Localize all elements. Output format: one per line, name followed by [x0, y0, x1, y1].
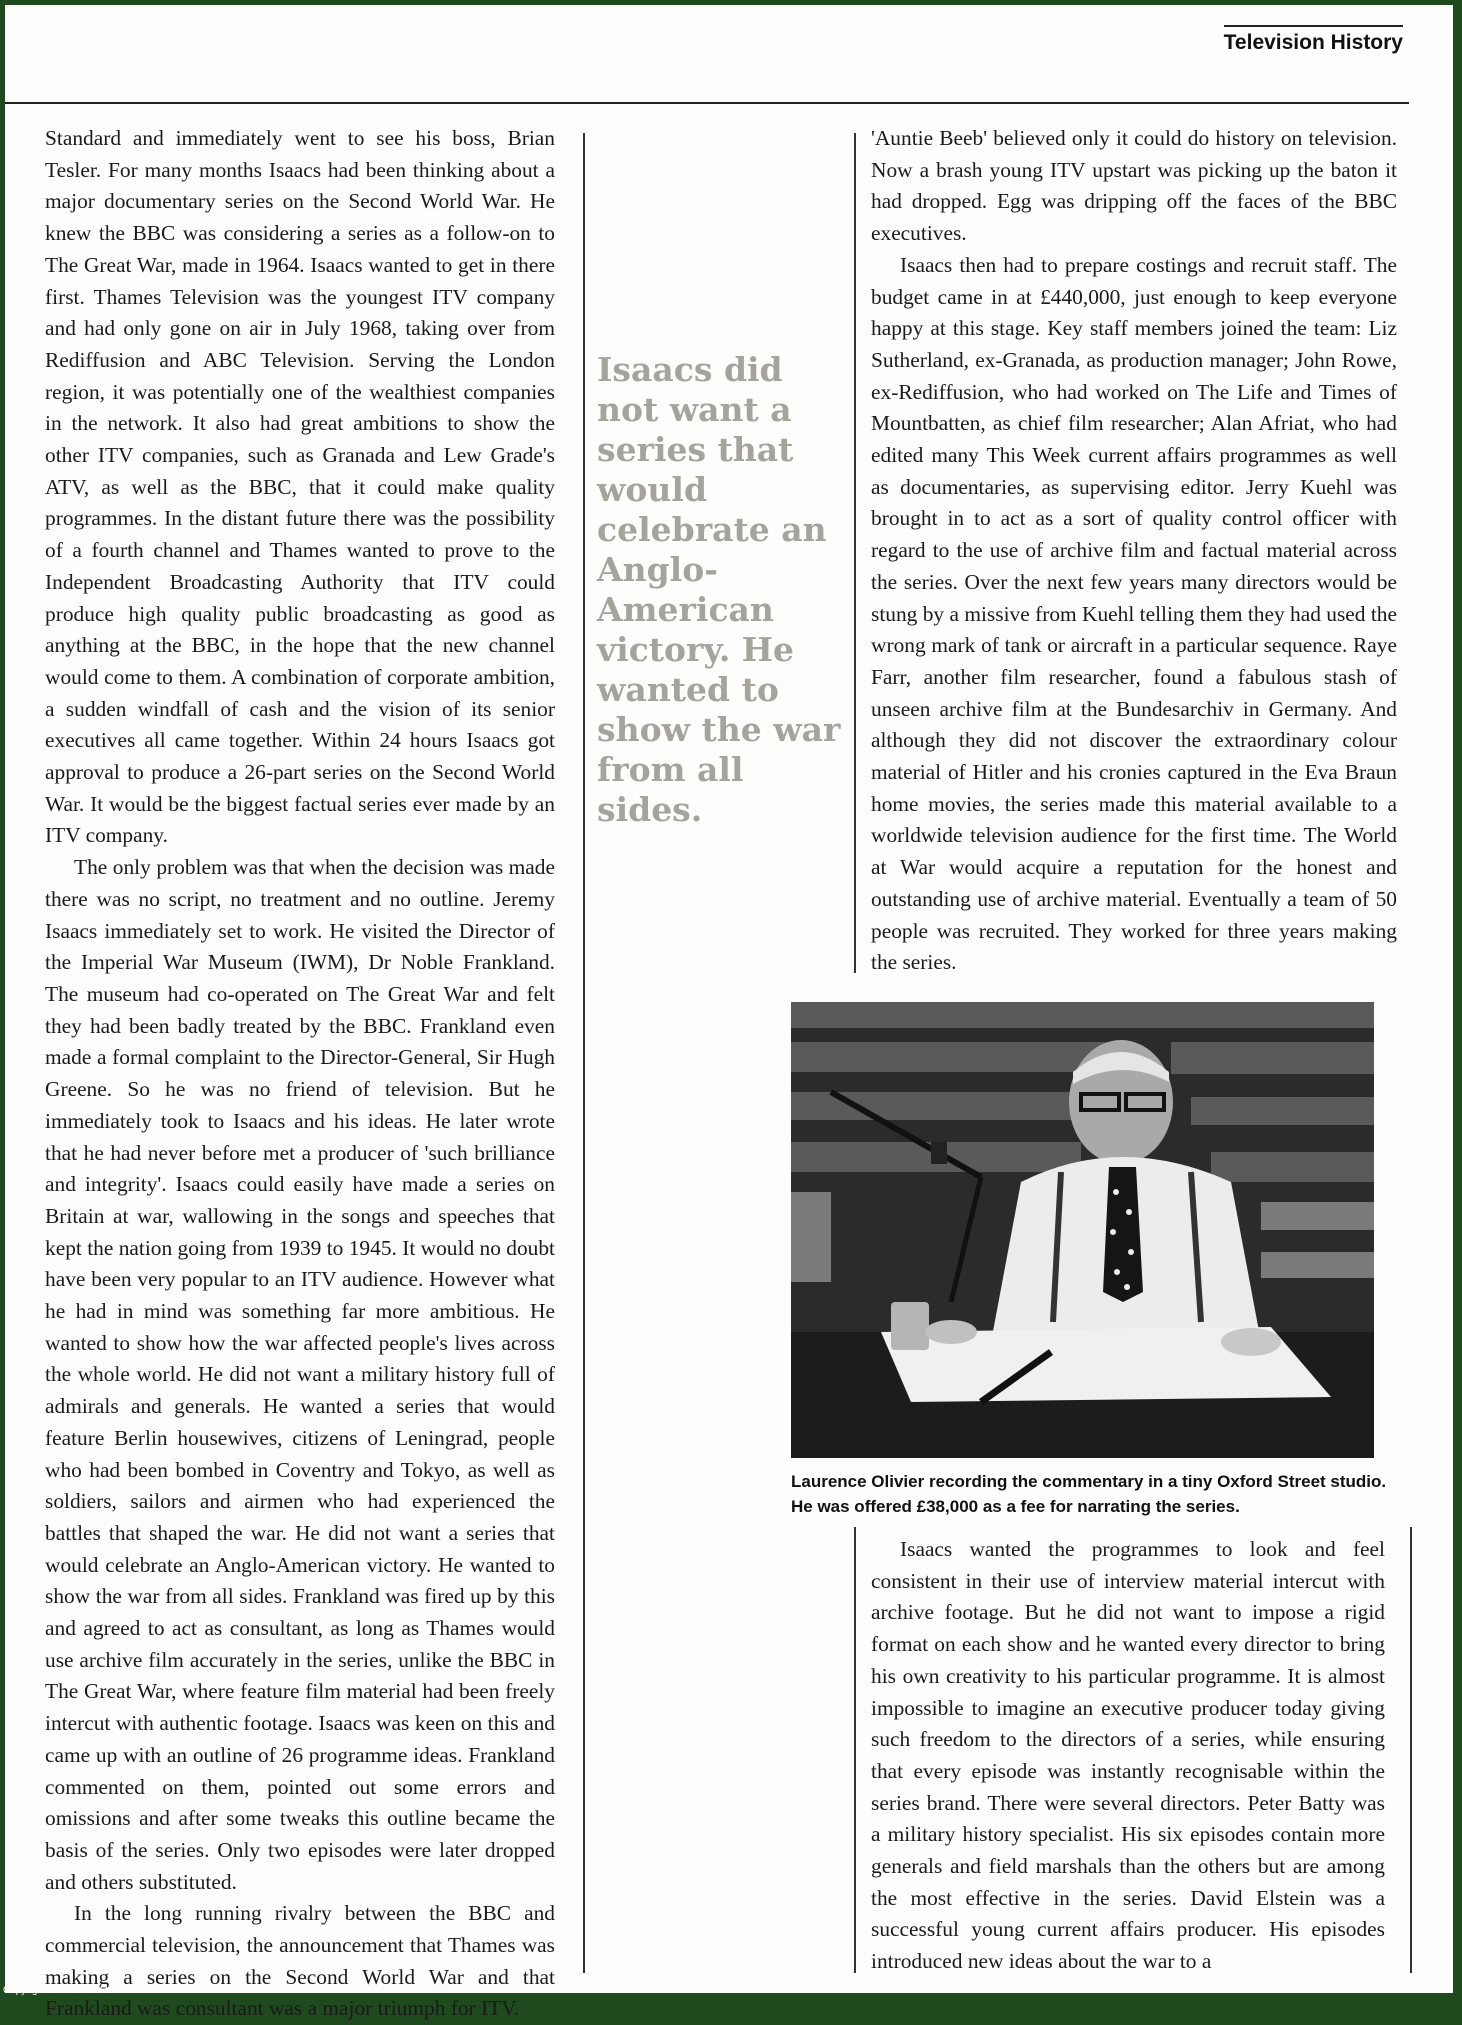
column-divider: [1410, 1527, 1412, 1973]
pull-quote: Isaacs did not want a series that would celebrate an Anglo-American victory. He wanted to show the war from all sides.: [597, 350, 841, 829]
copyright-notice: Copyright Cosmo Int. Ltd: [3, 1985, 114, 1996]
body-paragraph: In the long running rivalry between the BBC and commercial television, the announcement that Thames was making a series on the Second World War and that Frankland was consultant was a major triumph for ITV.: [45, 1901, 555, 2021]
header-rule: [5, 102, 1409, 104]
olivier-photo: [791, 1002, 1374, 1458]
right-column-top: [871, 123, 1397, 979]
column-divider: [854, 133, 856, 973]
body-paragraph: Isaacs then had to prepare costings and recruit staff. The budget came in at £440,000, just enough to keep everyone happy at this stage. Key staff members joined the team: Liz Sutherland, ex-Granada, as production manager; John Rowe, ex-Rediffusion, who had worked on The Life and Times of Mountbatten, as chief film researcher; Alan Afriat, who had edited many This Week current affairs programmes as well as documentaries, as supervising editor. Jerry Kuehl was brought in to act as a sort of quality control officer with regard to the use of archive film and factual material across the series. Over the next few years many directors would be stung by a missive from Kuehl telling them they had used the wrong mark of tank or aircraft in a particular sequence. Raye Farr, another film researcher, found a fabulous stash of unseen archive film at the Bundesarchiv in Germany. And although they did not discover the extraordinary colour material of Hitler and his cronies captured in the Eva Braun home movies, the series made this material available to a worldwide television audience for the first time. The World at War would acquire a reputation for the honest and outstanding use of archive material. Eventually a team of 50 people was recruited. They worked for three years making the series.: [871, 252, 1397, 975]
body-paragraph: Isaacs wanted the programmes to look and feel consistent in their use of interview material intercut with archive footage. But he did not want to impose a rigid format on each show and he wanted every director to bring his own creativity to his particular programme. It is almost impossible to imagine an executive producer today giving such freedom to the directors of a series, while ensuring that every episode was instantly recognisable within the series brand. There were several directors. Peter Batty was a military history specialist. His six episodes contain more generals and field marshals than the others but are among the most effective in the series. David Elstein was a successful young current affairs producer. His episodes introduced new ideas about the war to a: [871, 1537, 1385, 1974]
right-column-bottom: [871, 1534, 1385, 1978]
column-divider: [583, 133, 585, 1973]
body-paragraph: Standard and immediately went to see his boss, Brian Tesler. For many months Isaacs had been thinking about a major documentary series on the Second World War. He knew the BBC was considering a series as a follow-on to The Great War, made in 1964. Isaacs wanted to get in there first. Thames Television was the youngest ITV company and had only gone on air in July 1968, taking over from Rediffusion and ABC Television. Serving the London region, it was potentially one of the wealthiest companies in the network. It also had great ambitions to show the other ITV companies, such as Granada and Lew Grade's ATV, as well as the BBC, that it could make quality programmes. In the distant future there was the possibility of a fourth channel and Thames wanted to prove to the Independent Broadcasting Authority that ITV could produce high quality public broadcasting as good as anything at the BBC, in the hope that the new channel would come to them. A combination of corporate ambition, a sudden windfall of cash and the vision of its senior executives all came together. Within 24 hours Isaacs got approval to produce a 26-part series on the Second World War. It would be the biggest factual series ever made by an ITV company.: [45, 126, 555, 848]
body-paragraph: The only problem was that when the decision was made there was no script, no treatment and no outline. Jeremy Isaacs immediately set to work. He visited the Director of the Imperial War Museum (IWM), Dr Noble Frankland. The museum had co-operated on The Great War and felt they had been badly treated by the BBC. Frankland even made a formal complaint to the Director-General, Sir Hugh Greene. So he was no friend of television. But he immediately took to Isaacs and his ideas. He later wrote that he had never before met a producer of 'such brilliance and integrity'. Isaacs could easily have made a series on Britain at war, wallowing in the songs and speeches that kept the nation going from 1939 to 1945. It would no doubt have been very popular to an ITV audience. However what he had in mind was something far more ambitious. He wanted to show how the war affected people's lives across the whole world. He did not want a military history full of admirals and generals. He wanted a series that would feature Berlin housewives, citizens of Leningrad, people who had been bombed in Coventry and Tokyo, as well as soldiers, sailors and airmen who had experienced the battles that shaped the war. He did not want a series that would celebrate an Anglo-American victory. He wanted to show the war from all sides. Frankland was fired up by this and agreed to act as consultant, as long as Thames would use archive film accurately in the series, unlike the BBC in The Great War, where feature film material had been freely intercut with authentic footage. Isaacs was keen on this and came up with an outline of 26 programme ideas. Frankland commented on them, pointed out some errors and omissions and after some tweaks this outline became the basis of the series. Only two episodes were later dropped and others substituted.: [45, 855, 555, 1894]
column-divider: [854, 1527, 856, 1973]
section-title: Television History: [1224, 25, 1403, 55]
photo-caption: Laurence Olivier recording the commentary in a tiny Oxford Street studio. He was offered £38,000 as a fee for narrating the series.: [791, 1472, 1387, 1516]
left-column: [45, 123, 555, 2025]
magazine-page: [5, 5, 1453, 2021]
body-paragraph: 'Auntie Beeb' believed only it could do history on television. Now a brash young ITV upstart was picking up the baton it had dropped. Egg was dripping off the faces of the BBC executives.: [871, 126, 1397, 246]
